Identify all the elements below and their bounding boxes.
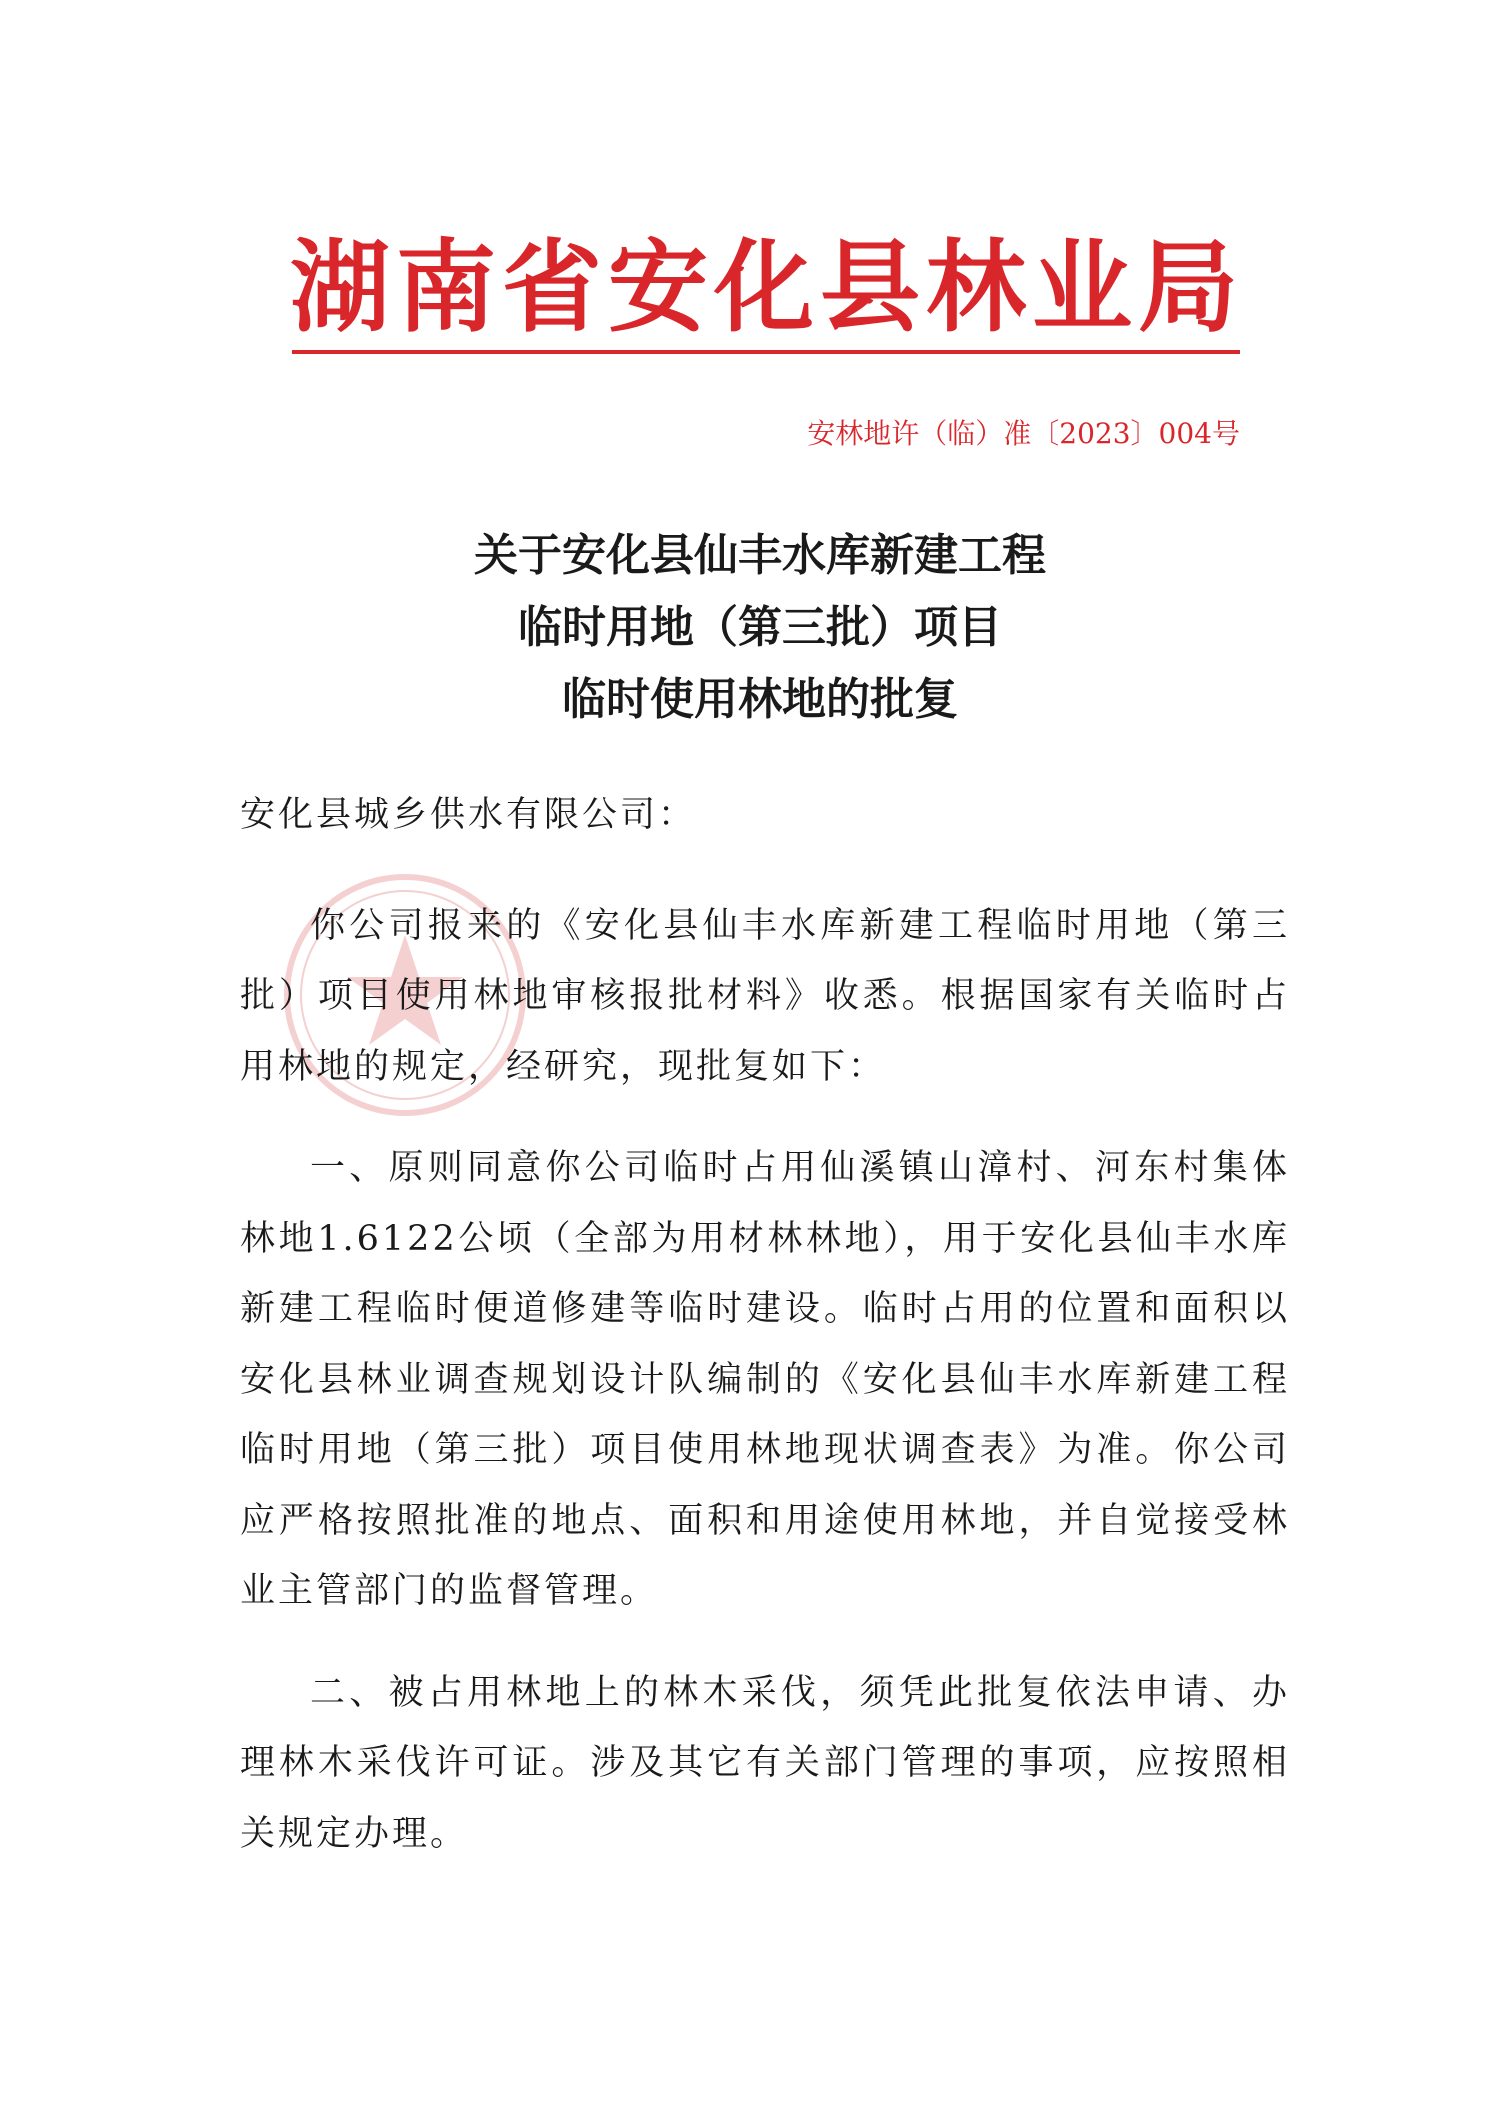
document-number: 安林地许（临）准〔2023〕004号	[807, 417, 1240, 450]
body-paragraph-3: 二、被占用林地上的林木采伐，须凭此批复依法申请、办理林木采伐许可证。涉及其它有关部门管理的事项，应按照相关规定办理。	[240, 1672, 1290, 1854]
recipient-line: 安化县城乡供水有限公司：	[240, 795, 697, 835]
body-paragraph-2: 一、原则同意你公司临时占用仙溪镇山漳村、河东村集体林地1.6122公顷（全部为用材林林地），用于安化县仙丰水库新建工程临时便道修建等临时建设。临时占用的位置和面积以安化县林业调查规划设计队编制的《安化县仙丰水库新建工程临时用地（第三批）项目使用林地现状调查表》为准。你公司应严格按照批准的地点、面积和用途使用林地，并自觉接受林业主管部门的监督管理。	[240, 1148, 1290, 1611]
title-line-2: 临时用地（第三批）项目	[518, 602, 1002, 653]
title-line-1: 关于安化县仙丰水库新建工程	[474, 530, 1046, 581]
agency-header: 湖南省安化县林业局	[290, 229, 1244, 346]
title-line-3: 临时使用林地的批复	[562, 674, 958, 725]
document-body	[240, 780, 1290, 1900]
header-red-rule	[292, 350, 1240, 354]
document-title	[250, 520, 1270, 736]
body-paragraph-1: 你公司报来的《安化县仙丰水库新建工程临时用地（第三批）项目使用林地审核报批材料》收悉。根据国家有关临时占用林地的规定，经研究，现批复如下：	[240, 905, 1290, 1087]
